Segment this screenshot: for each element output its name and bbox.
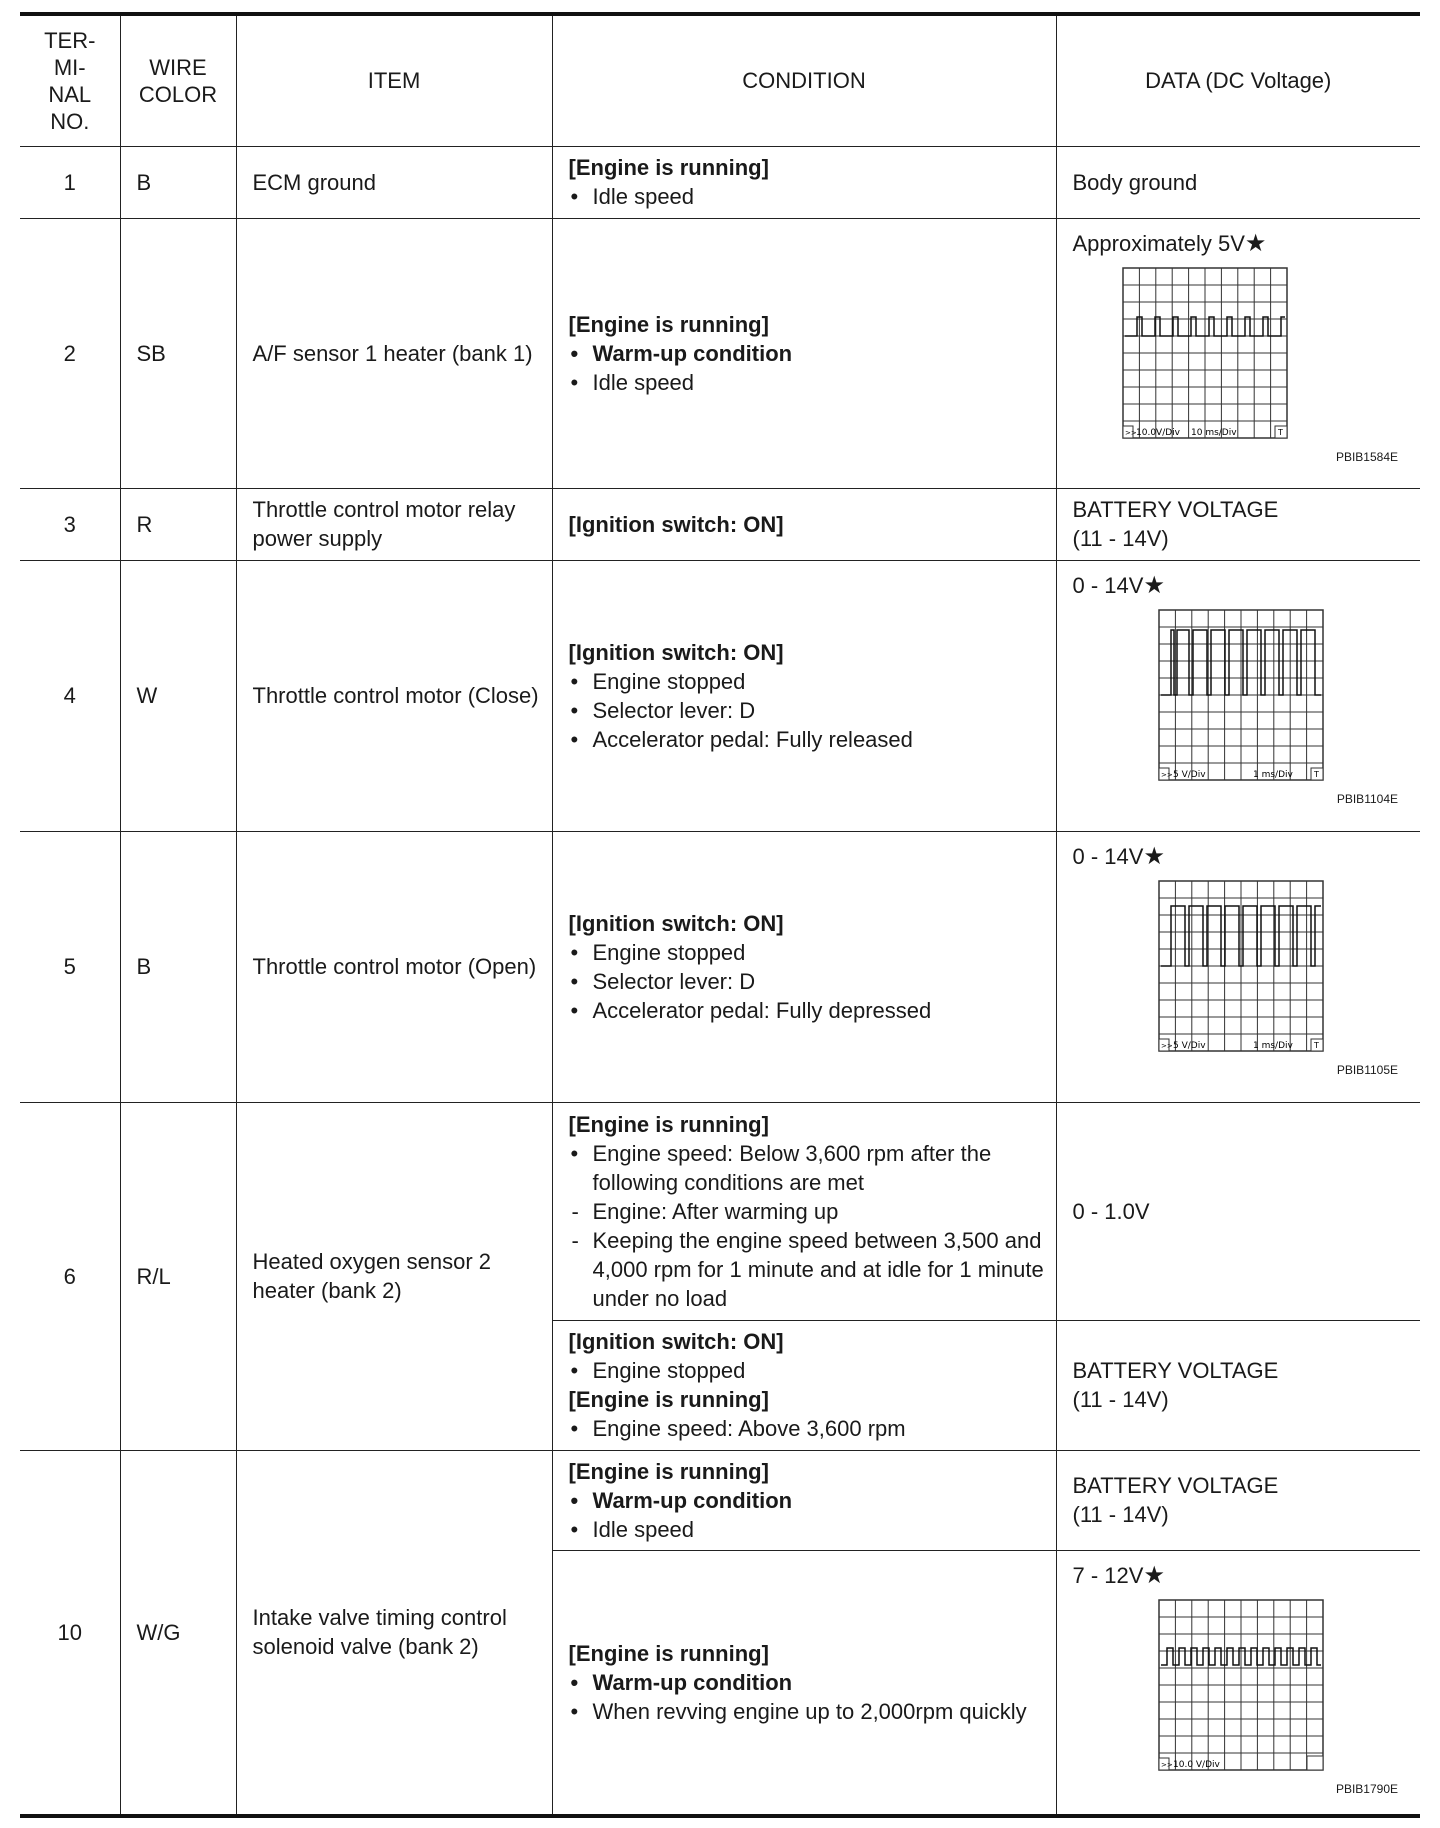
condition-bullet: • Engine speed: Above 3,600 rpm [569,1414,1048,1443]
data-cell [1056,218,1420,488]
star-icon: ★ [1143,842,1165,870]
header-condition: CONDITION [552,14,1056,146]
data-cell: BATTERY VOLTAGE (11 - 14V) [1056,1450,1420,1550]
oscilloscope-waveform [1073,1590,1373,1780]
scope-scale-left: 5 V/Div [1172,769,1206,780]
condition-heading: [Engine is running] [568,1111,769,1137]
scope-grid [1123,268,1287,438]
scope-scale-right: 1 ms/Div [1252,769,1293,780]
data-cell: BATTERY VOLTAGE (11 - 14V) [1056,488,1420,560]
terminal-cell: 10 [20,1450,120,1816]
scope-trigger-icon [1307,1756,1323,1770]
terminal-cell: 4 [20,560,120,831]
item-cell: A/F sensor 1 heater (bank 1) [236,218,552,488]
oscilloscope-waveform [1073,871,1373,1061]
ecm-terminal-table [20,12,1420,1818]
oscilloscope-waveform [1073,600,1373,790]
star-icon: ★ [1143,571,1165,599]
condition-bullet: • Idle speed [569,182,1048,211]
figure-code: PBIB1584E [1335,449,1398,464]
data-cell: 0 - 1.0V [1056,1102,1420,1320]
star-icon: ★ [1143,1561,1165,1589]
wire-color-cell: B [120,831,236,1102]
condition-heading: [Ignition switch: ON] [568,1329,784,1354]
table-row [20,218,1420,488]
svg-text:>>: >> [1124,428,1137,437]
condition-bullet: • Accelerator pedal: Fully released [569,725,1048,754]
figure-code: PBIB1790E [1335,1781,1398,1796]
condition-cell [552,560,1056,831]
condition-bullet: • Warm-up condition [569,339,1048,368]
scope-scale-left: 10.0 V/Div [1172,1759,1220,1770]
condition-heading: [Engine is running] [568,1387,769,1412]
condition-heading: [Engine is running] [568,311,769,337]
condition-cell [552,146,1056,218]
condition-bullet: • Selector lever: D [569,967,1048,996]
condition-heading: [Engine is running] [568,1640,769,1666]
condition-bullet: • Warm-up condition [569,1668,1048,1697]
scope-scale-right: 1 ms/Div [1252,1040,1293,1051]
condition-cell [552,1320,1056,1450]
item-cell: Throttle control motor (Close) [236,560,552,831]
wire-color-cell: W/G [120,1450,236,1816]
table-row [20,146,1420,218]
header-row [20,14,1420,146]
condition-cell [552,1450,1056,1550]
condition-heading: [Engine is running] [568,1458,769,1484]
table-row [20,831,1420,1102]
svg-text:>>: >> [1160,1041,1173,1050]
condition-bullet: • Engine stopped [569,938,1048,967]
header-wire-color: WIRE COLOR [120,14,236,146]
terminal-cell: 1 [20,146,120,218]
condition-dash-item: - Engine: After warming up [569,1197,1048,1226]
wire-color-cell: SB [120,218,236,488]
data-cell [1056,560,1420,831]
figure-code: PBIB1105E [1336,1062,1398,1077]
header-data: DATA (DC Voltage) [1056,14,1420,146]
scope-scale-right: 10 ms/Div [1190,427,1237,438]
data-cell [1056,831,1420,1102]
condition-bullet: • Idle speed [569,368,1048,397]
oscilloscope-waveform [1073,258,1373,448]
condition-heading: [Engine is running] [568,155,769,180]
condition-cell [552,1550,1056,1816]
condition-bullet: • Engine stopped [569,1356,1048,1385]
table-row [20,560,1420,831]
condition-bullet: • Engine speed: Below 3,600 rpm after the following conditions are met [569,1139,1048,1197]
data-cell: Body ground [1056,146,1420,218]
data-cell: BATTERY VOLTAGE (11 - 14V) [1056,1320,1420,1450]
item-cell: ECM ground [236,146,552,218]
data-value: 7 - 12V [1072,1562,1144,1588]
condition-cell [552,488,1056,560]
wire-color-cell: R/L [120,1102,236,1450]
condition-heading: [Ignition switch: ON] [568,511,784,537]
star-icon: ★ [1244,229,1267,257]
condition-heading: [Ignition switch: ON] [568,639,784,665]
terminal-cell: 2 [20,218,120,488]
table-row [20,1102,1420,1320]
condition-bullet: • Accelerator pedal: Fully depressed [569,996,1048,1025]
condition-cell [552,831,1056,1102]
svg-text:T: T [1313,769,1319,779]
item-cell: Throttle control motor relay power supply [236,488,552,560]
wire-color-cell: B [120,146,236,218]
condition-bullet: • Engine stopped [569,667,1048,696]
svg-text:T: T [1277,427,1283,437]
svg-text:>>: >> [1160,770,1173,779]
condition-bullet: • Idle speed [569,1515,1048,1544]
condition-bullet: • Warm-up condition [569,1486,1048,1515]
wire-color-cell: W [120,560,236,831]
wire-color-cell: R [120,488,236,560]
svg-text:T: T [1313,1040,1319,1050]
figure-code: PBIB1104E [1336,791,1398,806]
condition-bullet: • When revving engine up to 2,000rpm quickly [569,1697,1048,1726]
terminal-cell: 6 [20,1102,120,1450]
terminal-data-document [20,12,1420,1818]
header-terminal-no: TER- MI- NAL NO. [20,14,120,146]
data-value: Approximately 5V [1072,230,1245,256]
table-row [20,1450,1420,1550]
terminal-cell: 3 [20,488,120,560]
condition-bullet: • Selector lever: D [569,696,1048,725]
data-value: 0 - 14V [1072,572,1144,598]
condition-cell [552,218,1056,488]
data-value: 0 - 14V [1072,843,1144,869]
item-cell: Throttle control motor (Open) [236,831,552,1102]
scope-scale-left: 5 V/Div [1172,1040,1206,1051]
condition-dash-item: - Keeping the engine speed between 3,500 and 4,000 rpm for 1 minute and at idle for 1 minute under no load [569,1226,1048,1313]
scope-scale-left: 10.0V/Div [1135,427,1180,438]
data-cell [1056,1550,1420,1816]
header-item: ITEM [236,14,552,146]
scope-grid [1159,1600,1323,1770]
item-cell: Heated oxygen sensor 2 heater (bank 2) [236,1102,552,1450]
table-row [20,488,1420,560]
svg-text:>>: >> [1160,1760,1173,1769]
condition-cell [552,1102,1056,1320]
terminal-cell: 5 [20,831,120,1102]
condition-heading: [Ignition switch: ON] [568,910,784,936]
item-cell: Intake valve timing control solenoid valve (bank 2) [236,1450,552,1816]
